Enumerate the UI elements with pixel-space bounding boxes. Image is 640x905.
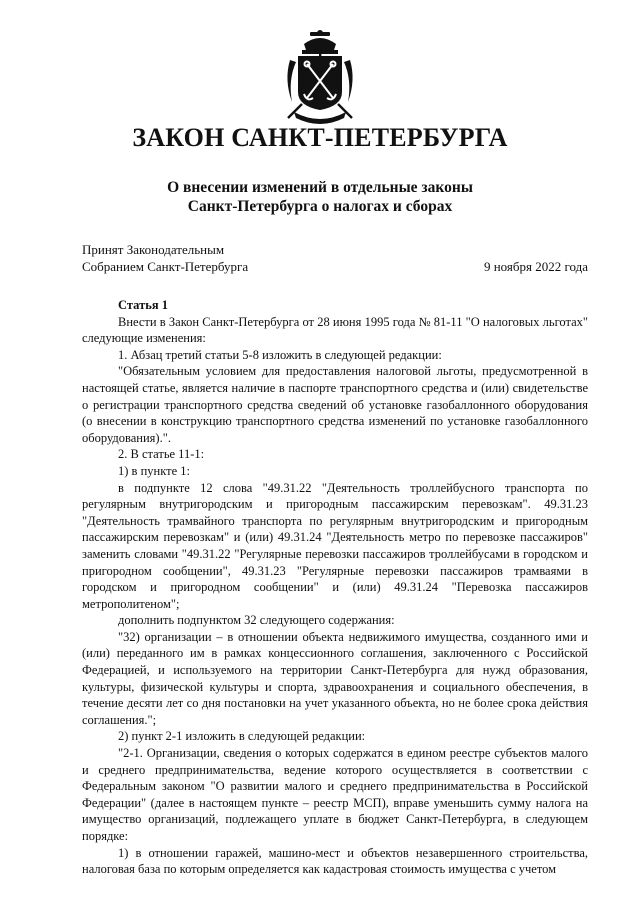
adoption-date: 9 ноября 2022 года [483, 259, 588, 274]
subtitle-line-1: О внесении изменений в отдельные законы [167, 179, 473, 196]
article-heading: Статья 1 [118, 298, 168, 312]
body-paragraph: в подпункте 12 слова "49.31.22 "Деятельность троллейбусного транспорта по регулярным внутригородским и пригородным пассажирским перевозкам". 49.31.23 "Деятельность трамвайного транспорта по регулярным внутригородским и пригородным пассажирским перевозкам" и (или) 49.31.24 "Деятельность метро по перевозке пассажиров" заменить словами "49.31.22 "Регулярные перевозки пассажиров троллейбусами в городском и пригородном сообщении", 49.31.23 "Регулярные перевозки пассажиров трамваями в городском и пригородном сообщении" и (или) 49.31.24 "Перевозка пассажиров метрополитеном"; [82, 480, 588, 611]
body-paragraph: 1) в пункте 1: [118, 463, 190, 478]
subtitle-line-2: Санкт-Петербурга о налогах и сборах [187, 198, 453, 215]
body-paragraph: 2) пункт 2-1 изложить в следующей редакции: [118, 729, 366, 744]
adoption-line-1: Принят Законодательным [82, 242, 225, 257]
law-title: ЗАКОН САНКТ-ПЕТЕРБУРГА [132, 123, 508, 152]
law-subtitle [0, 178, 640, 216]
body-paragraph: 1. Абзац третий статьи 5-8 изложить в следующей редакции: [118, 347, 442, 362]
body-paragraph: "Обязательным условием для предоставления налоговой льготы, предусмотренной в настоящей статье, является наличие в паспорте транспортного средства и (или) свидетельстве о регистрации транспортного средства сведений об установке газобаллонного оборудования (о внесении в конструкцию транспортного средства изменений по установке газобаллонного оборудования).". [82, 364, 588, 445]
coat-of-arms-emblem [280, 30, 360, 128]
body-paragraph: дополнить подпунктом 32 следующего содержания: [118, 613, 395, 628]
body-paragraph: Внести в Закон Санкт-Петербурга от 28 июня 1995 года № 81-11 "О налоговых льготах" следующие изменения: [82, 314, 588, 346]
body-paragraph: 2. В статье 11-1: [118, 447, 205, 462]
adoption-statement [82, 242, 248, 275]
law-body [82, 297, 588, 878]
body-paragraph: "2-1. Организации, сведения о которых содержатся в едином реестре субъектов малого и среднего предпринимательства, ведение которого осуществляется в соответствии с Федеральным законом "О развитии малого и среднего предпринимательства в Российской Федерации" (далее в настоящем пункте – реестр МСП), вправе уменьшить сумму налога на имущество организаций, подлежащего уплате в бюджет Санкт-Петербурга, в следующем порядке: [82, 746, 588, 843]
body-paragraph: 1) в отношении гаражей, машино-мест и объектов незавершенного строительства, налоговая база по которым определяется как кадастровая стоимость имущества с учетом [82, 845, 588, 877]
body-paragraph: "32) организации – в отношении объекта недвижимого имущества, созданного ими и (или) переданного им в рамках концессионного соглашения, заключенного с Российской Федерацией, и используемого на территории Санкт-Петербурга для нужд образования, культуры, физической культуры и спорта, здравоохранения и социального обеспечения, в течение десяти лет со дня постановки на учет указанного объекта, но не более срока действия соглашения."; [82, 629, 588, 727]
adoption-line-2: Собранием Санкт-Петербурга [82, 258, 249, 274]
